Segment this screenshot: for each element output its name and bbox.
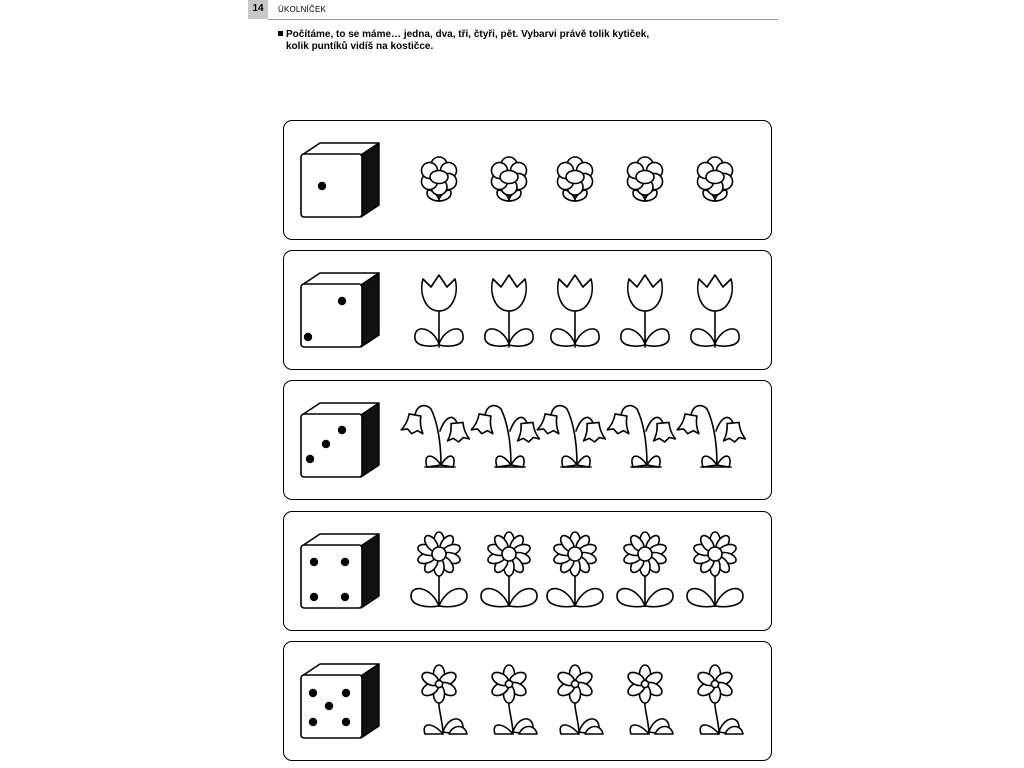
daisy-icon[interactable] xyxy=(555,157,596,201)
blossom-icon[interactable] xyxy=(556,665,603,734)
round-flower-icon[interactable] xyxy=(411,532,467,607)
bellflower-icon[interactable] xyxy=(471,406,540,467)
header-divider xyxy=(268,19,778,20)
instruction-line-1: Počítáme, to se máme… jedna, dva, tři, čtyři, pět. Vybarvi právě tolik kytiček, xyxy=(286,29,650,40)
daisy-icon[interactable] xyxy=(625,157,666,201)
exercise-row-1 xyxy=(283,120,772,240)
round-flower-icon[interactable] xyxy=(481,532,537,607)
blossom-icon[interactable] xyxy=(420,665,467,734)
round-flower-icon[interactable] xyxy=(687,532,743,607)
die-icon xyxy=(301,664,379,738)
exercise-row-4 xyxy=(283,511,772,631)
instruction-line-2: kolik puntíků vidíš na kostičce. xyxy=(286,41,434,52)
row-artwork xyxy=(284,121,773,241)
round-flower-icon[interactable] xyxy=(617,532,673,607)
bellflower-icon[interactable] xyxy=(401,406,470,467)
tulip-icon[interactable] xyxy=(621,275,669,347)
daisy-icon[interactable] xyxy=(489,157,530,201)
daisy-icon[interactable] xyxy=(695,157,736,201)
row-artwork xyxy=(284,512,773,632)
bellflower-icon[interactable] xyxy=(677,406,746,467)
blossom-icon[interactable] xyxy=(626,665,673,734)
die-icon xyxy=(301,534,379,608)
exercise-row-5 xyxy=(283,641,772,761)
tulip-icon[interactable] xyxy=(485,275,533,347)
section-title: ÚKOLNÍČEK xyxy=(278,5,327,14)
blossom-icon[interactable] xyxy=(490,665,537,734)
die-icon xyxy=(301,143,379,217)
instructions xyxy=(278,29,649,53)
die-icon xyxy=(301,403,379,477)
blossom-icon[interactable] xyxy=(696,665,743,734)
exercise-row-2 xyxy=(283,250,772,370)
bellflower-icon[interactable] xyxy=(537,406,606,467)
tulip-icon[interactable] xyxy=(691,275,739,347)
bullet-icon xyxy=(278,31,283,36)
die-icon xyxy=(301,273,379,347)
daisy-icon[interactable] xyxy=(419,157,460,201)
row-artwork xyxy=(284,381,773,501)
tulip-icon[interactable] xyxy=(551,275,599,347)
tulip-icon[interactable] xyxy=(415,275,463,347)
page-number: 14 xyxy=(248,0,268,19)
row-artwork xyxy=(284,642,773,762)
bellflower-icon[interactable] xyxy=(607,406,676,467)
row-artwork xyxy=(284,251,773,371)
round-flower-icon[interactable] xyxy=(547,532,603,607)
exercise-row-3 xyxy=(283,380,772,500)
